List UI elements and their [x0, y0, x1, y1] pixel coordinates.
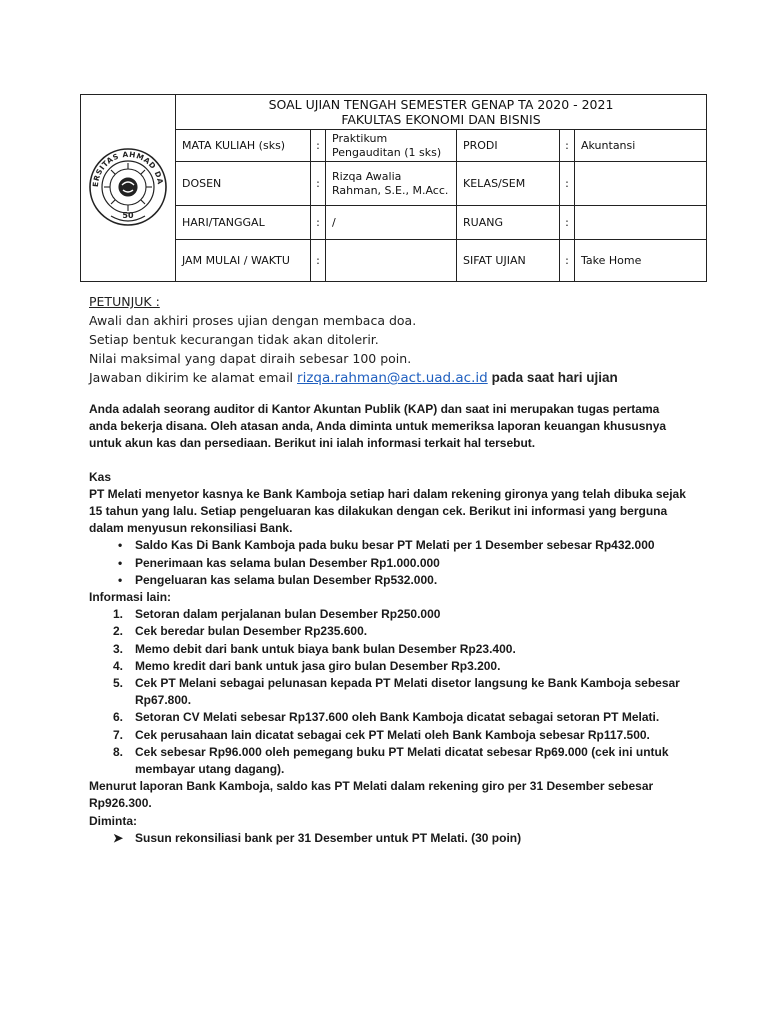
header-label: HARI/TANGGAL [176, 206, 311, 240]
colon: : [560, 130, 575, 162]
header-label: RUANG [457, 206, 560, 240]
email-suffix: pada saat hari ujian [491, 370, 618, 385]
diminta-heading: Diminta: [89, 813, 137, 828]
header-value: / [326, 206, 457, 240]
list-text: Cek perusahaan lain dicatat sebagai cek PT Melati oleh Bank Kamboja sebesar Rp117.500. [135, 727, 650, 742]
list-number: 8. [113, 744, 124, 759]
header-label: PRODI [457, 130, 560, 162]
info-heading: Informasi lain: [89, 590, 172, 605]
instruction-line-email [89, 368, 689, 388]
list-item [113, 623, 689, 640]
list-item [113, 606, 689, 623]
list-text: Memo debit dari bank untuk biaya bank bulan Desember Rp23.400. [135, 641, 516, 656]
header-value: Rizqa Awalia Rahman, S.E., M.Acc. [326, 162, 457, 206]
exam-title [176, 95, 707, 130]
email-prefix: Jawaban dikirim ke alamat email [89, 370, 294, 385]
header-label: JAM MULAI / WAKTU [176, 240, 311, 282]
list-text: Cek PT Melani sebagai pelunasan kepada PT Melati disetor langsung ke Bank Kamboja sebesar Rp67.800. [135, 676, 680, 708]
list-item [113, 727, 689, 744]
email-link[interactable]: rizqa.rahman@act.uad.ac.id [297, 370, 488, 386]
info-list [89, 606, 689, 778]
task-item [89, 830, 689, 847]
header-label: KELAS/SEM [457, 162, 560, 206]
instruction-line: Nilai maksimal yang dapat diraih sebesar 100 poin. [89, 351, 412, 366]
colon: : [311, 130, 326, 162]
list-number: 1. [113, 607, 124, 622]
colon: : [560, 162, 575, 206]
colon: : [311, 240, 326, 282]
exam-title-line1: SOAL UJIAN TENGAH SEMESTER GENAP TA 2020 - 2021 [268, 97, 614, 112]
list-item [113, 675, 689, 709]
list-number: 3. [113, 641, 124, 656]
header-value [326, 240, 457, 282]
closing-paragraph: Menurut laporan Bank Kamboja, saldo kas PT Melati dalam rekening giro per 31 Desember sebesar Rp926.300. [89, 779, 654, 811]
colon: : [560, 206, 575, 240]
case-section [89, 401, 689, 847]
list-item: • Saldo Kas Di Bank Kamboja pada buku besar PT Melati per 1 Desember sebesar Rp432.000 [135, 537, 689, 554]
kas-bullet-list [89, 537, 689, 589]
university-logo [81, 95, 176, 282]
exam-title-line2: FAKULTAS EKONOMI DAN BISNIS [341, 112, 541, 127]
arrow-bullet-icon: ➤ [113, 830, 124, 845]
intro-paragraph: Anda adalah seorang auditor di Kantor Akuntan Publik (KAP) dan saat ini merupakan tugas pertama anda bekerja disana. Oleh atasan anda, Anda diminta untuk memeriksa laporan keuangan khususnya untuk akun kas dan persediaan. Berikut ini ialah informasi terkait hal tersebut. [89, 402, 667, 451]
header-value [575, 162, 707, 206]
colon: : [311, 206, 326, 240]
instruction-line: Setiap bentuk kecurangan tidak akan ditolerir. [89, 332, 379, 347]
header-label: DOSEN [176, 162, 311, 206]
exam-header-table [80, 94, 707, 282]
list-item [113, 641, 689, 658]
list-text: Memo kredit dari bank untuk jasa giro bulan Desember Rp3.200. [135, 658, 501, 673]
list-number: 6. [113, 710, 124, 725]
svg-text:50: 50 [122, 210, 134, 220]
kas-description: PT Melati menyetor kasnya ke Bank Kamboja setiap hari dalam rekening gironya yang telah dibuka sejak 15 tahun yang lalu. Setiap pengeluaran kas dilakukan dengan cek. Berikut ini informasi yang berguna dalam menyusun rekonsiliasi Bank. [89, 486, 686, 536]
list-item [113, 658, 689, 675]
header-value: Take Home [575, 240, 707, 282]
list-text: Setoran dalam perjalanan bulan Desember Rp250.000 [135, 607, 441, 622]
list-number: 7. [113, 727, 124, 742]
list-number: 4. [113, 658, 124, 673]
exam-body [89, 292, 689, 847]
list-number: 2. [113, 624, 124, 639]
list-item: • Pengeluaran kas selama bulan Desember Rp532.000. [135, 572, 689, 589]
instructions-heading: PETUNJUK : [89, 294, 160, 309]
list-item [113, 744, 689, 778]
svg-text:UNIVERSITAS AHMAD DAHLAN: ERSITAS AHMAD DA [90, 149, 165, 187]
list-number: 5. [113, 676, 124, 691]
list-text: Setoran CV Melati sebesar Rp137.600 oleh Bank Kamboja dicatat sebagai setoran PT Melati. [135, 710, 660, 725]
list-item: • Penerimaan kas selama bulan Desember Rp1.000.000 [135, 555, 689, 572]
list-text: Cek beredar bulan Desember Rp235.600. [135, 624, 368, 639]
instruction-line: Awali dan akhiri proses ujian dengan membaca doa. [89, 313, 417, 328]
list-item [113, 709, 689, 726]
list-text: Cek sebesar Rp96.000 oleh pemegang buku PT Melati dicatat sebesar Rp69.000 (cek ini untuk membayar utang dagang). [135, 744, 669, 777]
instructions-section [89, 292, 689, 388]
colon: : [311, 162, 326, 206]
university-seal-icon [87, 146, 169, 228]
header-value: Praktikum Pengauditan (1 sks) [326, 130, 457, 162]
header-label: MATA KULIAH (sks) [176, 130, 311, 162]
task-text: Susun rekonsiliasi bank per 31 Desember untuk PT Melati. (30 poin) [135, 830, 522, 845]
header-value: Akuntansi [575, 130, 707, 162]
header-value [575, 206, 707, 240]
kas-heading: Kas [89, 469, 112, 484]
colon: : [560, 240, 575, 282]
header-label: SIFAT UJIAN [457, 240, 560, 282]
